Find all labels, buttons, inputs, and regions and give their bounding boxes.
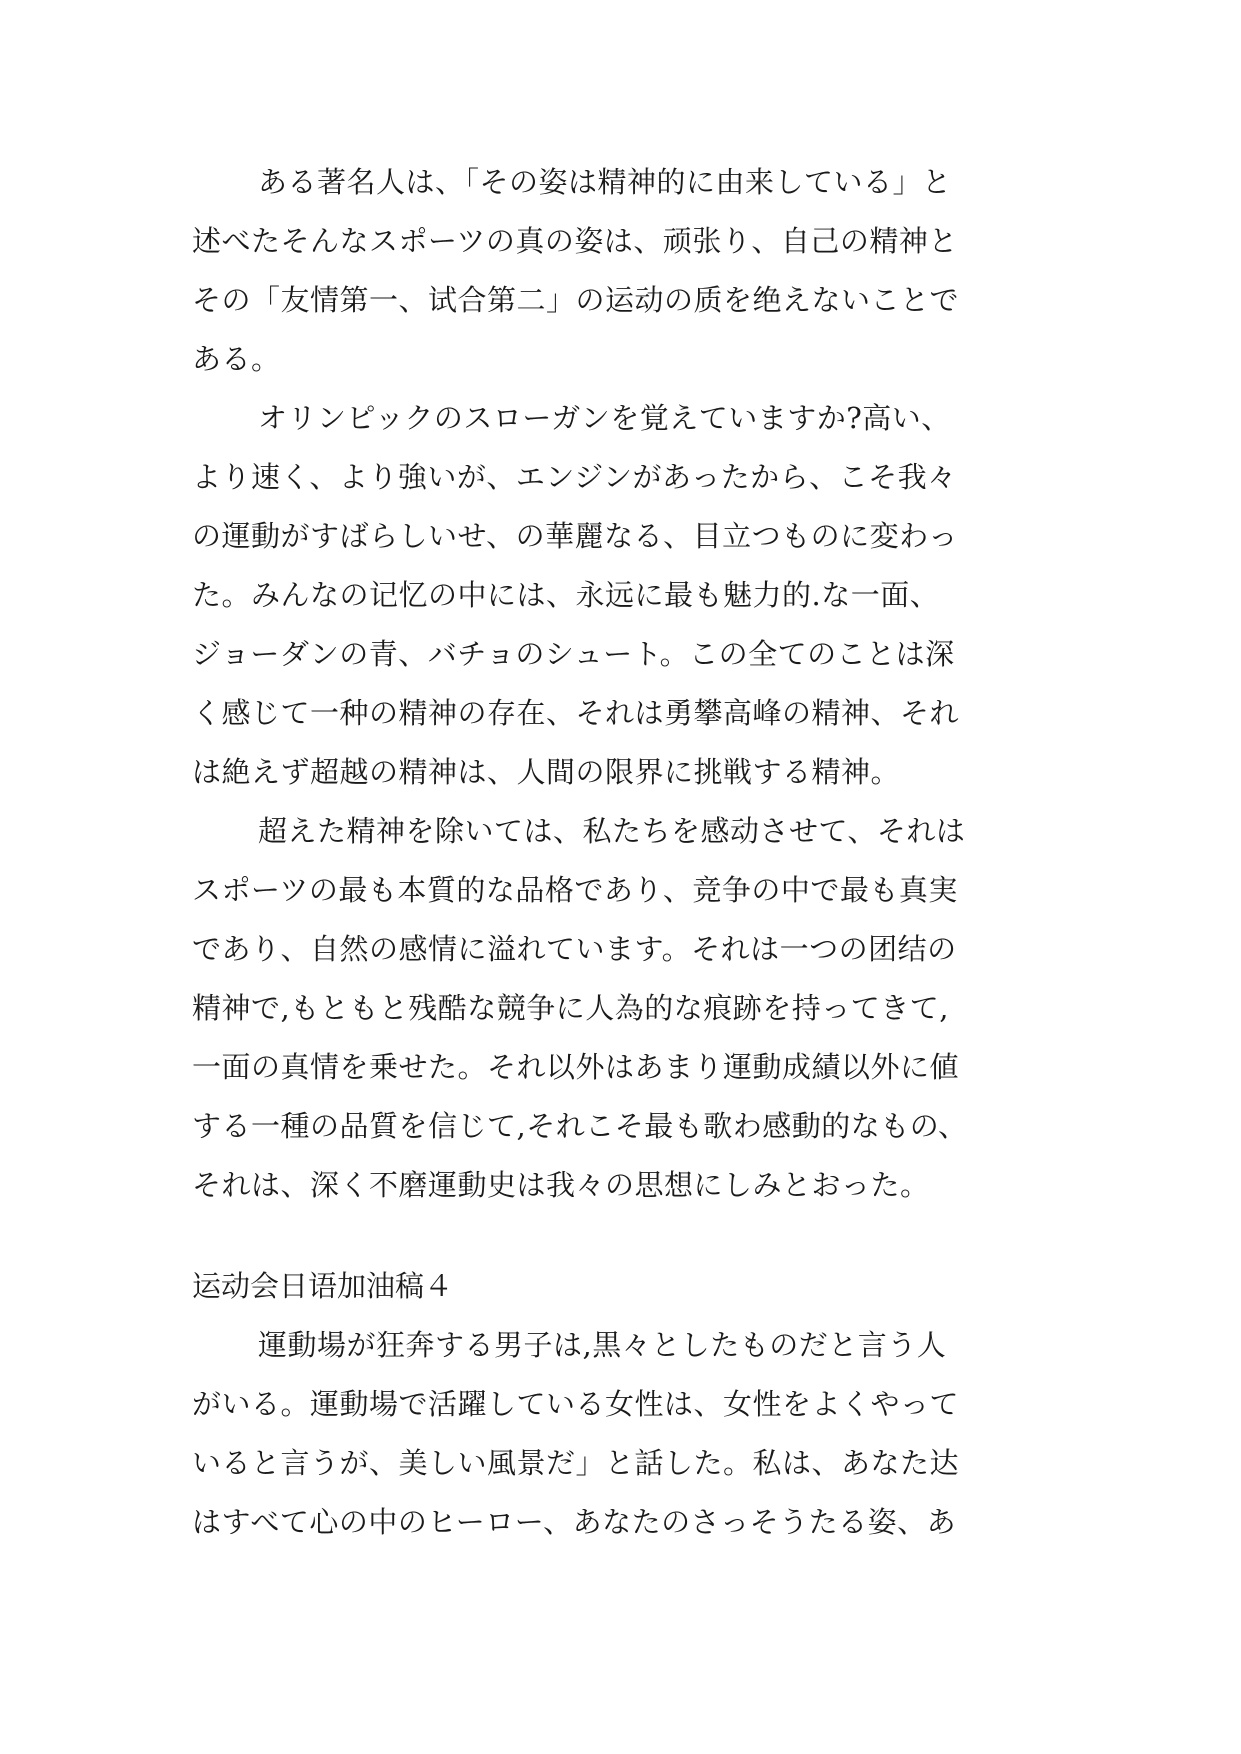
paragraph-line: ある著名人は、「その姿は精神的に由来している」と (258, 165, 952, 199)
paragraph-line: より速く、より強いが、エンジンがあったから、こそ我々 (192, 460, 957, 494)
paragraph-line: はすべて心の中のヒーロー、あなたのさっそうたる姿、あ (192, 1505, 957, 1539)
paragraph-line: 超えた精神を除いては、私たちを感动させて、それは (258, 814, 966, 848)
paragraph-line: オリンピックのスローガンを覚えていますか?高い、 (258, 401, 951, 435)
paragraph-line: 述べたそんなスポーツの真の姿は、顽张り、自己の精神と (192, 224, 958, 258)
paragraph-line: がいる。運動場で活躍している女性は、女性をよくやって (192, 1387, 960, 1421)
paragraph-line: く感じて一种の精神の存在、それは勇攀高峰の精神、それ (192, 696, 960, 730)
paragraph-line: ある。 (192, 342, 281, 376)
paragraph-line: の運動がすばらしいせ、の華麗なる、目立つものに変わっ (192, 519, 958, 553)
paragraph-line: 運動場が狂奔する男子は,黒々としたものだと言う人 (258, 1328, 947, 1362)
paragraph-line: その「友情第一、试合第二」の运动の质を绝えないことで (192, 283, 960, 317)
paragraph-line: た。みんなの记忆の中には、永远に最も魅力的.な一面、 (192, 578, 940, 612)
paragraph-line: それは、深く不磨運動史は我々の思想にしみとおった。 (192, 1168, 930, 1202)
paragraph-line: する一種の品質を信じて,それこそ最も歌わ感動的なもの、 (192, 1109, 968, 1143)
paragraph-line: スポーツの最も本質的な品格であり、竞争の中で最も真実 (192, 873, 958, 907)
paragraph-line: ジョーダンの青、バチョのシュート。この全てのことは深 (192, 637, 955, 671)
section-heading: 运动会日语加油稿４ (192, 1269, 454, 1303)
paragraph-line: 精神で,もともと残酷な競争に人為的な痕跡を持ってきて, (192, 991, 949, 1025)
paragraph-line: いると言うが、美しい風景だ」と話した。私は、あなた达 (192, 1446, 960, 1480)
paragraph-line: であり、自然の感情に溢れています。それは一つの团结の (192, 932, 957, 966)
paragraph-line: 一面の真情を乗せた。それ以外はあまり運動成績以外に値 (192, 1050, 960, 1084)
paragraph-line: は絶えず超越の精神は、人間の限界に挑戦する精神。 (192, 755, 901, 789)
